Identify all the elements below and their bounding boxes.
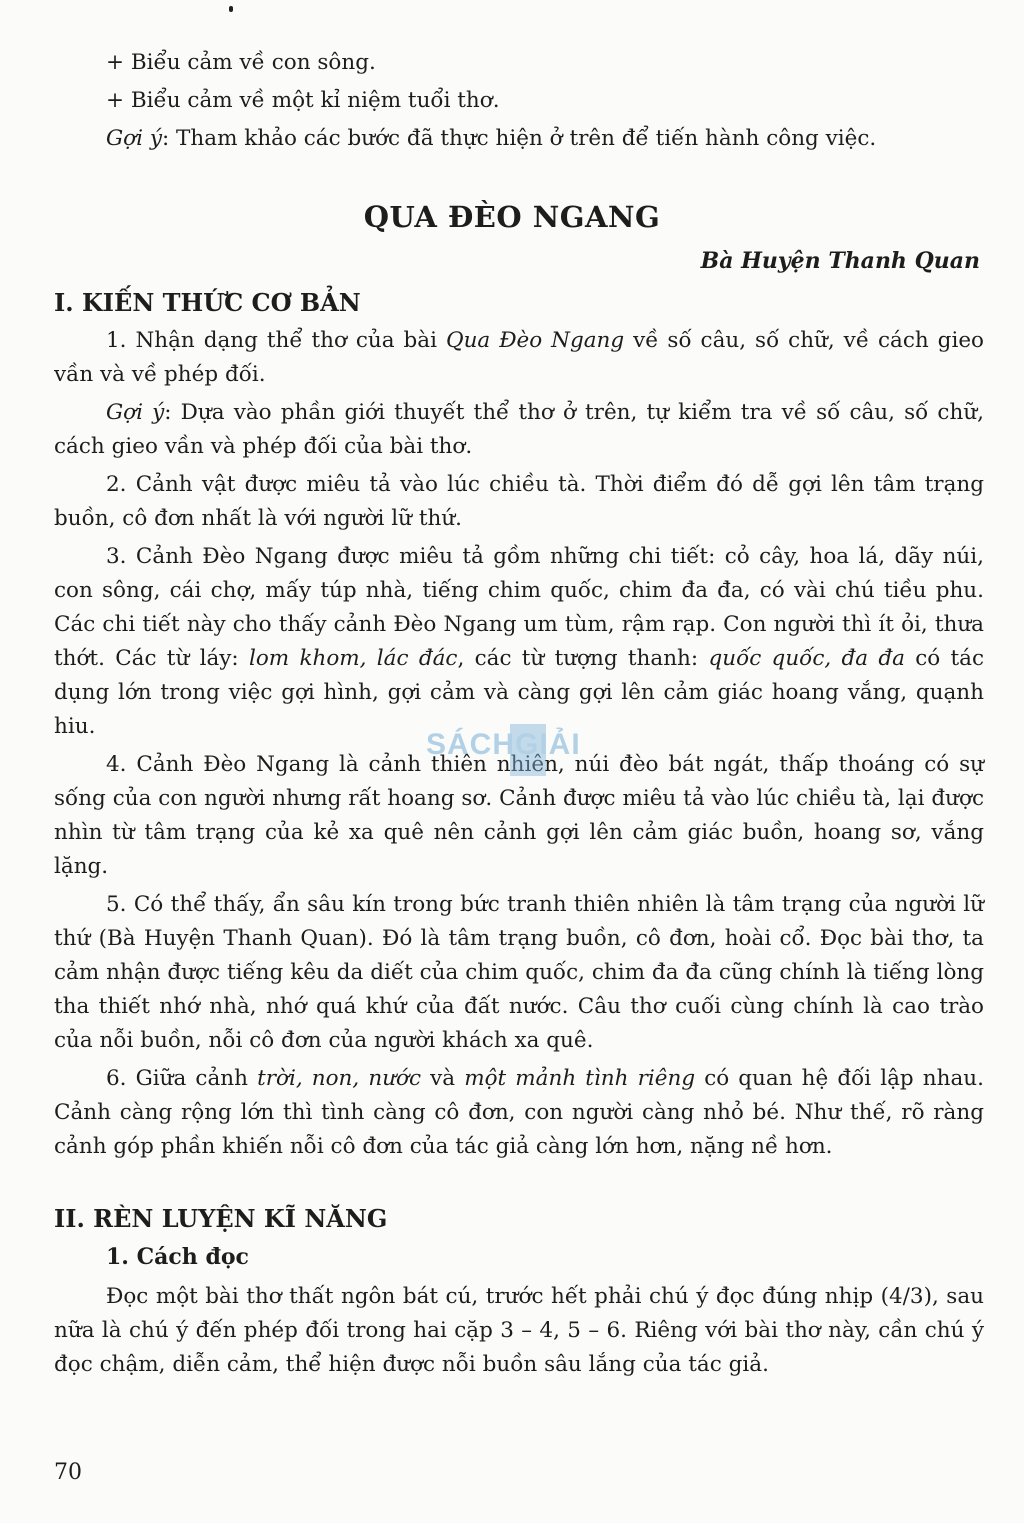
scan-speck: [229, 6, 233, 12]
p6-text-c: có quan hệ đối lập nhau. Cảnh càng rộng lớn thì tình càng cô đơn, con người càng nhỏ bé. Như thế, rõ ràng cảnh góp phần khiến nỗi cô đơn của tác giả càng lớn hơn, nặng nề hơn.: [54, 1066, 984, 1159]
top-hint: [106, 122, 876, 156]
subheading-reading: 1. Cách đọc: [106, 1244, 249, 1270]
paragraph-5: 5. Có thể thấy, ẩn sâu kín trong bức tranh thiên nhiên là tâm trạng của người lữ thứ (Bà Huyện Thanh Quan). Đó là tâm trạng buồn, cô đơn, hoài cổ. Đọc bài thơ, ta cảm nhận được tiếng kêu da diết của chim quốc, chim đa đa cũng chính là tiếng lòng tha thiết nhớ nhà, nhớ quá khứ của đất nước. Câu thơ cuối cùng chính là cao trào của nỗi buồn, nỗi cô đơn của người khách xa quê.: [54, 892, 984, 1053]
p3-text-a: 3. Cảnh Đèo Ngang được miêu tả gồm những chi tiết: cỏ cây, hoa lá, dãy núi, con sông, cái chợ, mấy túp nhà, tiếng chim quốc, chim đa đa, có vài chú tiều phu. Các chi tiết này cho thấy cảnh Đèo Ngang um tùm, rậm rạp. Con người thì ít ỏi, thưa thớt. Các từ láy:: [54, 544, 984, 671]
p6-text-b: và: [421, 1066, 465, 1091]
section-heading-1: I. KIẾN THỨC CƠ BẢN: [54, 288, 361, 317]
paragraph-6: [54, 1062, 984, 1164]
paragraph-4: 4. Cảnh Đèo Ngang là cảnh thiên nhiên, núi đèo bát ngát, thấp thoáng có sự sống của con người nhưng rất hoang sơ. Cảnh được miêu tả vào lúc chiều tà, lại được nhìn từ tâm trạng của kẻ xa quê nên cảnh gợi lên cảm giác buồn, hoang sơ, vắng lặng.: [54, 752, 984, 879]
paragraph-1: [54, 324, 984, 392]
p1-italic: Qua Đèo Ngang: [445, 328, 625, 353]
hint-label: Gợi ý: [106, 400, 165, 425]
p3-text-b: , các từ tượng thanh:: [457, 646, 709, 671]
hint-text: : Tham khảo các bước đã thực hiện ở trên để tiến hành công việc.: [161, 126, 877, 151]
p3-italic-1: lom khom, lác đác: [248, 646, 458, 671]
p1-text-a: 1. Nhận dạng thể thơ của bài: [106, 328, 446, 353]
p3-text-c: có tác dụng lớn trong việc gợi hình, gợi cảm và càng gợi lên cảm giác hoang vắng, quạnh hiu.: [54, 646, 985, 739]
bullet-river: + Biểu cảm về con sông.: [106, 50, 376, 75]
hint-label: Gợi ý: [106, 126, 162, 151]
page-number: 70: [54, 1460, 82, 1485]
paragraph-hint: [54, 396, 984, 464]
poem-author: Bà Huyện Thanh Quan: [700, 248, 980, 274]
paragraph-reading: Đọc một bài thơ thất ngôn bát cú, trước hết phải chú ý đọc đúng nhịp (4/3), sau nữa là chú ý đến phép đối trong hai cặp 3 – 4, 5 – 6. Riêng với bài thơ này, cần chú ý đọc chậm, diễn cảm, thể hiện được nỗi buồn sâu lắng của tác giả.: [54, 1284, 984, 1377]
p6-italic-2: một mảnh tình riêng: [464, 1066, 696, 1091]
poem-title: QUA ĐÈO NGANG: [363, 200, 661, 234]
paragraph-3: [54, 540, 984, 744]
section-heading-2: II. RÈN LUYỆN KĨ NĂNG: [54, 1204, 388, 1233]
hint-text: : Dựa vào phần giới thuyết thể thơ ở trên, tự kiểm tra về số câu, số chữ, cách gieo vần và phép đối của bài thơ.: [54, 400, 985, 459]
p3-italic-2: quốc quốc, đa đa: [708, 646, 905, 671]
p1-text-b: về số câu, số chữ, về cách gieo vần và về phép đối.: [54, 328, 984, 387]
p6-text-a: 6. Giữa cảnh: [106, 1066, 258, 1091]
bullet-childhood: + Biểu cảm về một kỉ niệm tuổi thơ.: [106, 88, 500, 113]
watermark-text: SÁCHGIẢI: [426, 728, 581, 761]
p6-italic-1: trời, non, nước: [257, 1066, 422, 1091]
paragraph-2: 2. Cảnh vật được miêu tả vào lúc chiều tà. Thời điểm đó dễ gợi lên tâm trạng buồn, cô đơn nhất là với người lữ thứ.: [54, 472, 984, 531]
